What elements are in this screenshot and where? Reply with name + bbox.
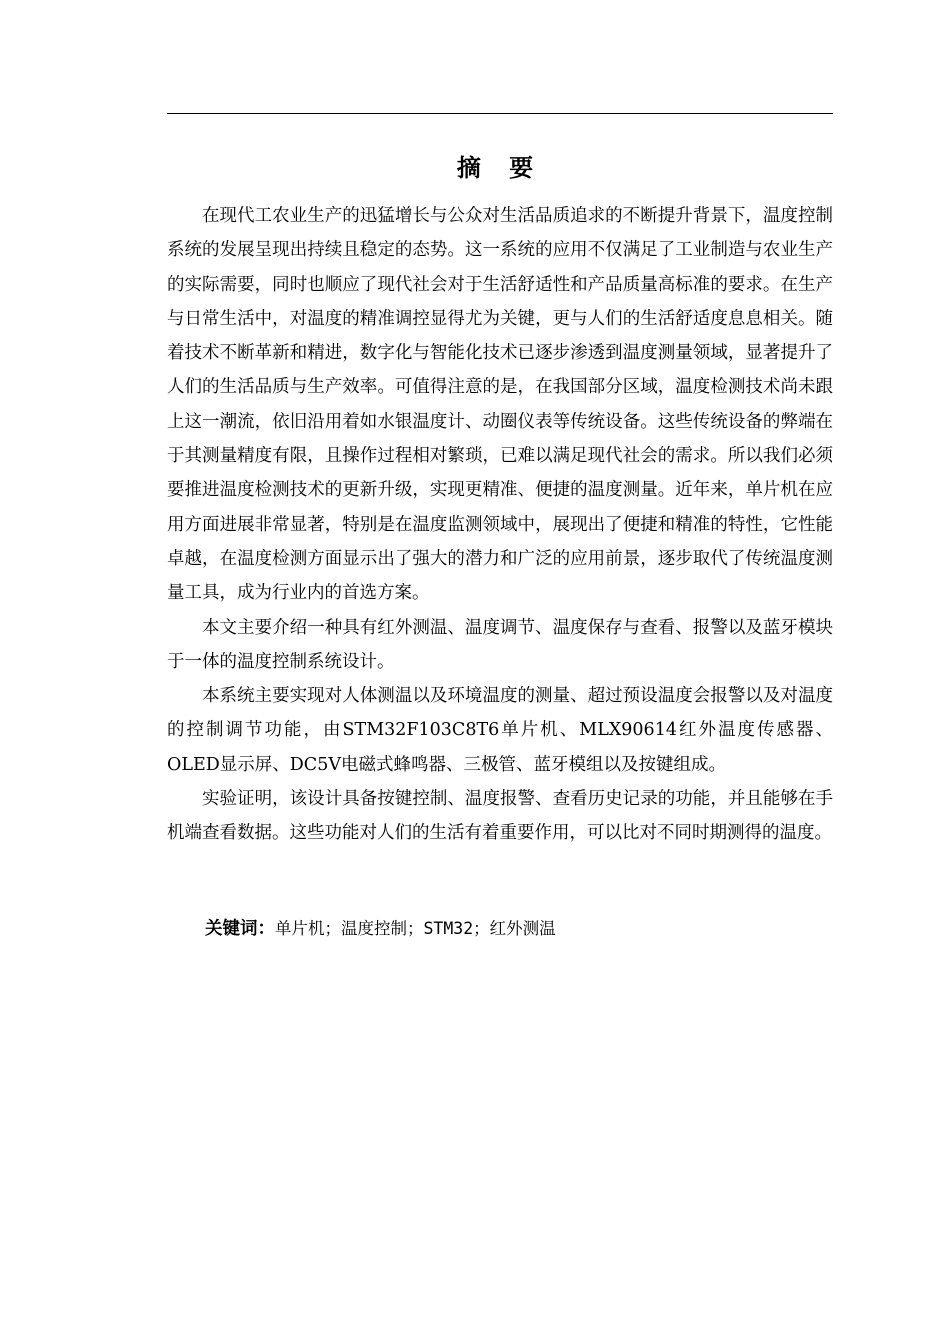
keywords-line [205, 914, 833, 944]
header-rule [167, 113, 833, 114]
abstract-body [167, 199, 833, 851]
abstract-paragraph-4: 实验证明，该设计具备按键控制、温度报警、查看历史记录的功能，并且能够在手机端查看数据。这些功能对人们的生活有着重要作用，可以比对不同时期测得的温度。 [167, 789, 833, 844]
abstract-title: 摘 要 [456, 154, 544, 182]
abstract-paragraph-2: 本文主要介绍一种具有红外测温、温度调节、温度保存与查看、报警以及蓝牙模块于一体的温度控制系统设计。 [167, 617, 833, 672]
abstract-paragraph-1: 在现代工农业生产的迅猛增长与公众对生活品质追求的不断提升背景下，温度控制系统的发展呈现出持续且稳定的态势。这一系统的应用不仅满足了工业制造与农业生产的实际需要，同时也顺应了现代社会对于生活舒适性和产品质量高标准的要求。在生产与日常生活中，对温度的精准调控显得尤为关键，更与人们的生活舒适度息息相关。随着技术不断革新和精进，数字化与智能化技术已逐步渗透到温度测量领域，显著提升了人们的生活品质与生产效率。可值得注意的是，在我国部分区域，温度检测技术尚未跟上这一潮流，依旧沿用着如水银温度计、动圈仪表等传统设备。这些传统设备的弊端在于其测量精度有限，且操作过程相对繁琐，已难以满足现代社会的需求。所以我们必须要推进温度检测技术的更新升级，实现更精准、便捷的温度测量。近年来，单片机在应用方面进展非常显著，特别是在温度监测领域中，展现出了便捷和精准的特性，它性能卓越，在温度检测方面显示出了强大的潜力和广泛的应用前景，逐步取代了传统温度测量工具，成为行业内的首选方案。 [167, 206, 833, 604]
abstract-paragraph-3: 本系统主要实现对人体测温以及环境温度的测量、超过预设温度会报警以及对温度的控制调节功能，由STM32F103C8T6单片机、MLX90614红外温度传感器、OLED显示屏、DC5V电磁式蜂鸣器、三极管、蓝牙模组以及按键组成。 [167, 686, 833, 775]
keywords-value: 单片机；温度控制；STM32；红外测温 [275, 919, 556, 938]
keywords-label: 关键词： [205, 919, 275, 939]
